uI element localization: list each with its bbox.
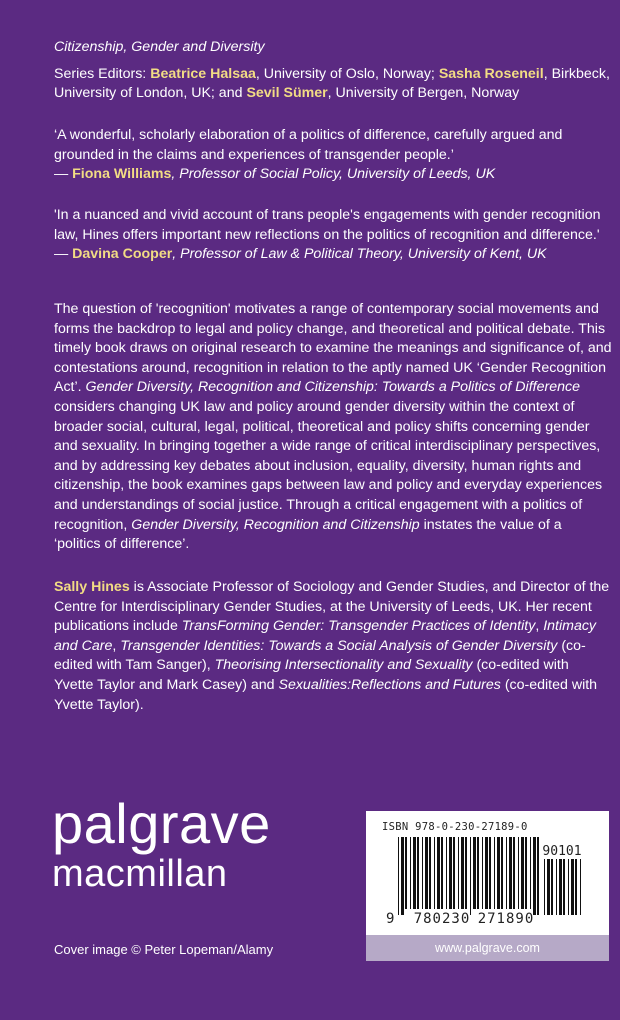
publication-title: TransForming Gender: Transgender Practices of Identity bbox=[181, 618, 536, 635]
isbn-label: ISBN 978-0-230-27189-0 bbox=[382, 821, 528, 833]
barcode-bar bbox=[465, 837, 467, 909]
barcode-bar bbox=[559, 859, 562, 915]
editor-name: Sevil Sümer bbox=[246, 85, 328, 102]
bio-text: (co-edited with Yvette Taylor and Mark Casey) and bbox=[54, 657, 569, 693]
barcode-left-digits: 780230 bbox=[413, 911, 471, 927]
quote-dash: — bbox=[54, 166, 73, 183]
bio-text: , bbox=[112, 637, 121, 654]
barcode-first-digit: 9 bbox=[386, 911, 395, 927]
barcode-bar bbox=[417, 837, 419, 909]
barcode-bar bbox=[441, 837, 443, 909]
book-title: Gender Diversity, Recognition and Citizenship: Towards a Politics of Difference bbox=[85, 379, 580, 396]
description-text: considers changing UK law and policy around gender diversity within the context of broader social, cultural, legal, political, theoretical and policy shifts concerning gender and sexuality. In bringing together a wide range of critical interdisciplinary perspectives, and by addressing key debates about inclusion, equality, diversity, human rights and citizenship, the book examines gaps between law and policy and everyday experiences and understandings of social justice. Through a critical engagement with a politics of recognition, bbox=[54, 398, 603, 533]
cover-image-credit: Cover image © Peter Lopeman/Alamy bbox=[54, 942, 274, 957]
bio-text: (co-edited with Yvette Taylor). bbox=[54, 676, 598, 713]
barcode-bar bbox=[453, 837, 455, 909]
barcode-bar bbox=[449, 837, 452, 909]
barcode-addon-bars bbox=[544, 859, 581, 915]
quote-text: 'In a nuanced and vivid account of trans people's engagements with gender recognition law, Hines offers important new reflections on the politics of recognition and difference.' bbox=[54, 207, 601, 243]
publisher-url[interactable]: www.palgrave.com bbox=[366, 935, 609, 961]
book-description bbox=[54, 300, 612, 555]
barcode-bar bbox=[425, 837, 428, 909]
barcode-bar bbox=[422, 837, 423, 909]
bio-text: , bbox=[535, 618, 544, 635]
description-text: instates the value of a ‘politics of difference’. bbox=[54, 516, 562, 553]
publisher-logo bbox=[52, 792, 271, 895]
barcode-bar bbox=[521, 837, 524, 909]
bio-text: is Associate Professor of Sociology and Gender Studies, and Director of the Centre for Interdisciplinary Gender Studies, at the University of Leeds, UK. Her recent publications include bbox=[54, 579, 610, 635]
barcode-bar bbox=[429, 837, 431, 909]
endorsement-quote bbox=[54, 126, 614, 185]
barcode-bar bbox=[525, 837, 527, 909]
editor-affiliation: , University of Oslo, Norway; bbox=[255, 65, 439, 82]
author-bio bbox=[54, 578, 610, 715]
barcode-bar bbox=[437, 837, 440, 909]
publication-title: Theorising Intersectionality and Sexuality bbox=[214, 657, 473, 674]
barcode-bar bbox=[398, 837, 399, 915]
barcode-bar bbox=[473, 837, 476, 909]
barcode-bar bbox=[501, 837, 503, 909]
barcode-main-bars bbox=[398, 837, 539, 915]
quote-author-role: , Professor of Law & Political Theory, University of Kent, UK bbox=[172, 246, 547, 263]
barcode-bar bbox=[410, 837, 411, 909]
barcode-bar bbox=[518, 837, 519, 909]
barcode-bar bbox=[551, 859, 553, 915]
author-name: Sally Hines bbox=[54, 579, 130, 595]
barcode-bar bbox=[401, 837, 404, 915]
publication-title: Intimacy and Care bbox=[54, 618, 597, 654]
barcode-bar bbox=[544, 859, 545, 915]
editor-name: Beatrice Halsaa bbox=[150, 65, 256, 82]
publication-title: Transgender Identities: Towards a Social Analysis of Gender Diversity bbox=[120, 637, 558, 654]
book-title: Gender Diversity, Recognition and Citizenship bbox=[131, 516, 420, 533]
barcode-bar bbox=[485, 837, 488, 909]
quote-author: Fiona Williams bbox=[72, 166, 172, 183]
barcode-bar bbox=[494, 837, 495, 909]
barcode-bar bbox=[458, 837, 459, 909]
quote-attribution bbox=[54, 245, 614, 265]
logo-line-macmillan: macmillan bbox=[52, 853, 228, 895]
editor-name: Sasha Roseneil bbox=[438, 65, 544, 82]
barcode-bar bbox=[477, 837, 479, 909]
barcode-addon-number: 90101 bbox=[542, 844, 582, 859]
barcode-bar bbox=[470, 837, 471, 915]
publication-title: Sexualities:Reflections and Futures bbox=[278, 676, 501, 693]
barcode-bar bbox=[537, 837, 539, 915]
barcode-bar bbox=[482, 837, 483, 909]
editor-affiliation: , University of Bergen, Norway bbox=[327, 85, 520, 102]
description-text: The question of 'recognition' motivates a range of contemporary social movements and forms the backdrop to legal and policy change, and theoretical and political debate. This timely book draws on original research to examine the meanings and significance of, and contestations around, recognition in relation to the aptly named UK ‘Gender Recognition Act’. bbox=[54, 301, 612, 396]
quote-dash: — bbox=[54, 246, 73, 263]
barcode-bar bbox=[461, 837, 464, 909]
barcode-bar bbox=[509, 837, 512, 909]
series-info bbox=[54, 38, 614, 104]
barcode-bar bbox=[489, 837, 491, 909]
barcode-bar bbox=[556, 859, 557, 915]
barcode-bar bbox=[434, 837, 435, 909]
logo-line-palgrave: palgrave bbox=[52, 792, 271, 855]
series-title: Citizenship, Gender and Diversity bbox=[54, 39, 265, 55]
barcode-bar bbox=[563, 859, 565, 915]
barcode-bar bbox=[568, 859, 569, 915]
barcode-panel bbox=[366, 811, 609, 935]
barcode-bar bbox=[530, 837, 531, 909]
barcode-bar bbox=[446, 837, 447, 909]
endorsement-quote bbox=[54, 206, 614, 265]
barcode-bar bbox=[405, 837, 407, 909]
series-editors bbox=[54, 65, 614, 104]
quote-author-role: , Professor of Social Policy, University of Leeds, UK bbox=[171, 166, 496, 183]
quote-author: Davina Cooper bbox=[72, 246, 173, 263]
barcode-bar bbox=[533, 837, 536, 915]
barcode-bar bbox=[547, 859, 550, 915]
quote-attribution bbox=[54, 165, 614, 185]
barcode-graphic bbox=[366, 811, 609, 935]
barcode-bar bbox=[575, 859, 577, 915]
bio-text: (co-edited with Tam Sanger), bbox=[54, 637, 586, 674]
barcode-bar bbox=[413, 837, 416, 909]
barcode-bar bbox=[513, 837, 515, 909]
series-editors-label: Series Editors: bbox=[54, 65, 151, 82]
barcode-bar bbox=[497, 837, 500, 909]
editor-affiliation: , Birkbeck, University of London, UK; and bbox=[54, 65, 610, 102]
barcode-bar bbox=[506, 837, 507, 909]
barcode-right-digits: 271890 bbox=[477, 911, 535, 927]
barcode-bar bbox=[571, 859, 574, 915]
barcode-bar bbox=[580, 859, 581, 915]
quote-text: ‘A wonderful, scholarly elaboration of a politics of difference, carefully argued and grounded in the claims and experiences of transgender people.’ bbox=[54, 127, 563, 163]
